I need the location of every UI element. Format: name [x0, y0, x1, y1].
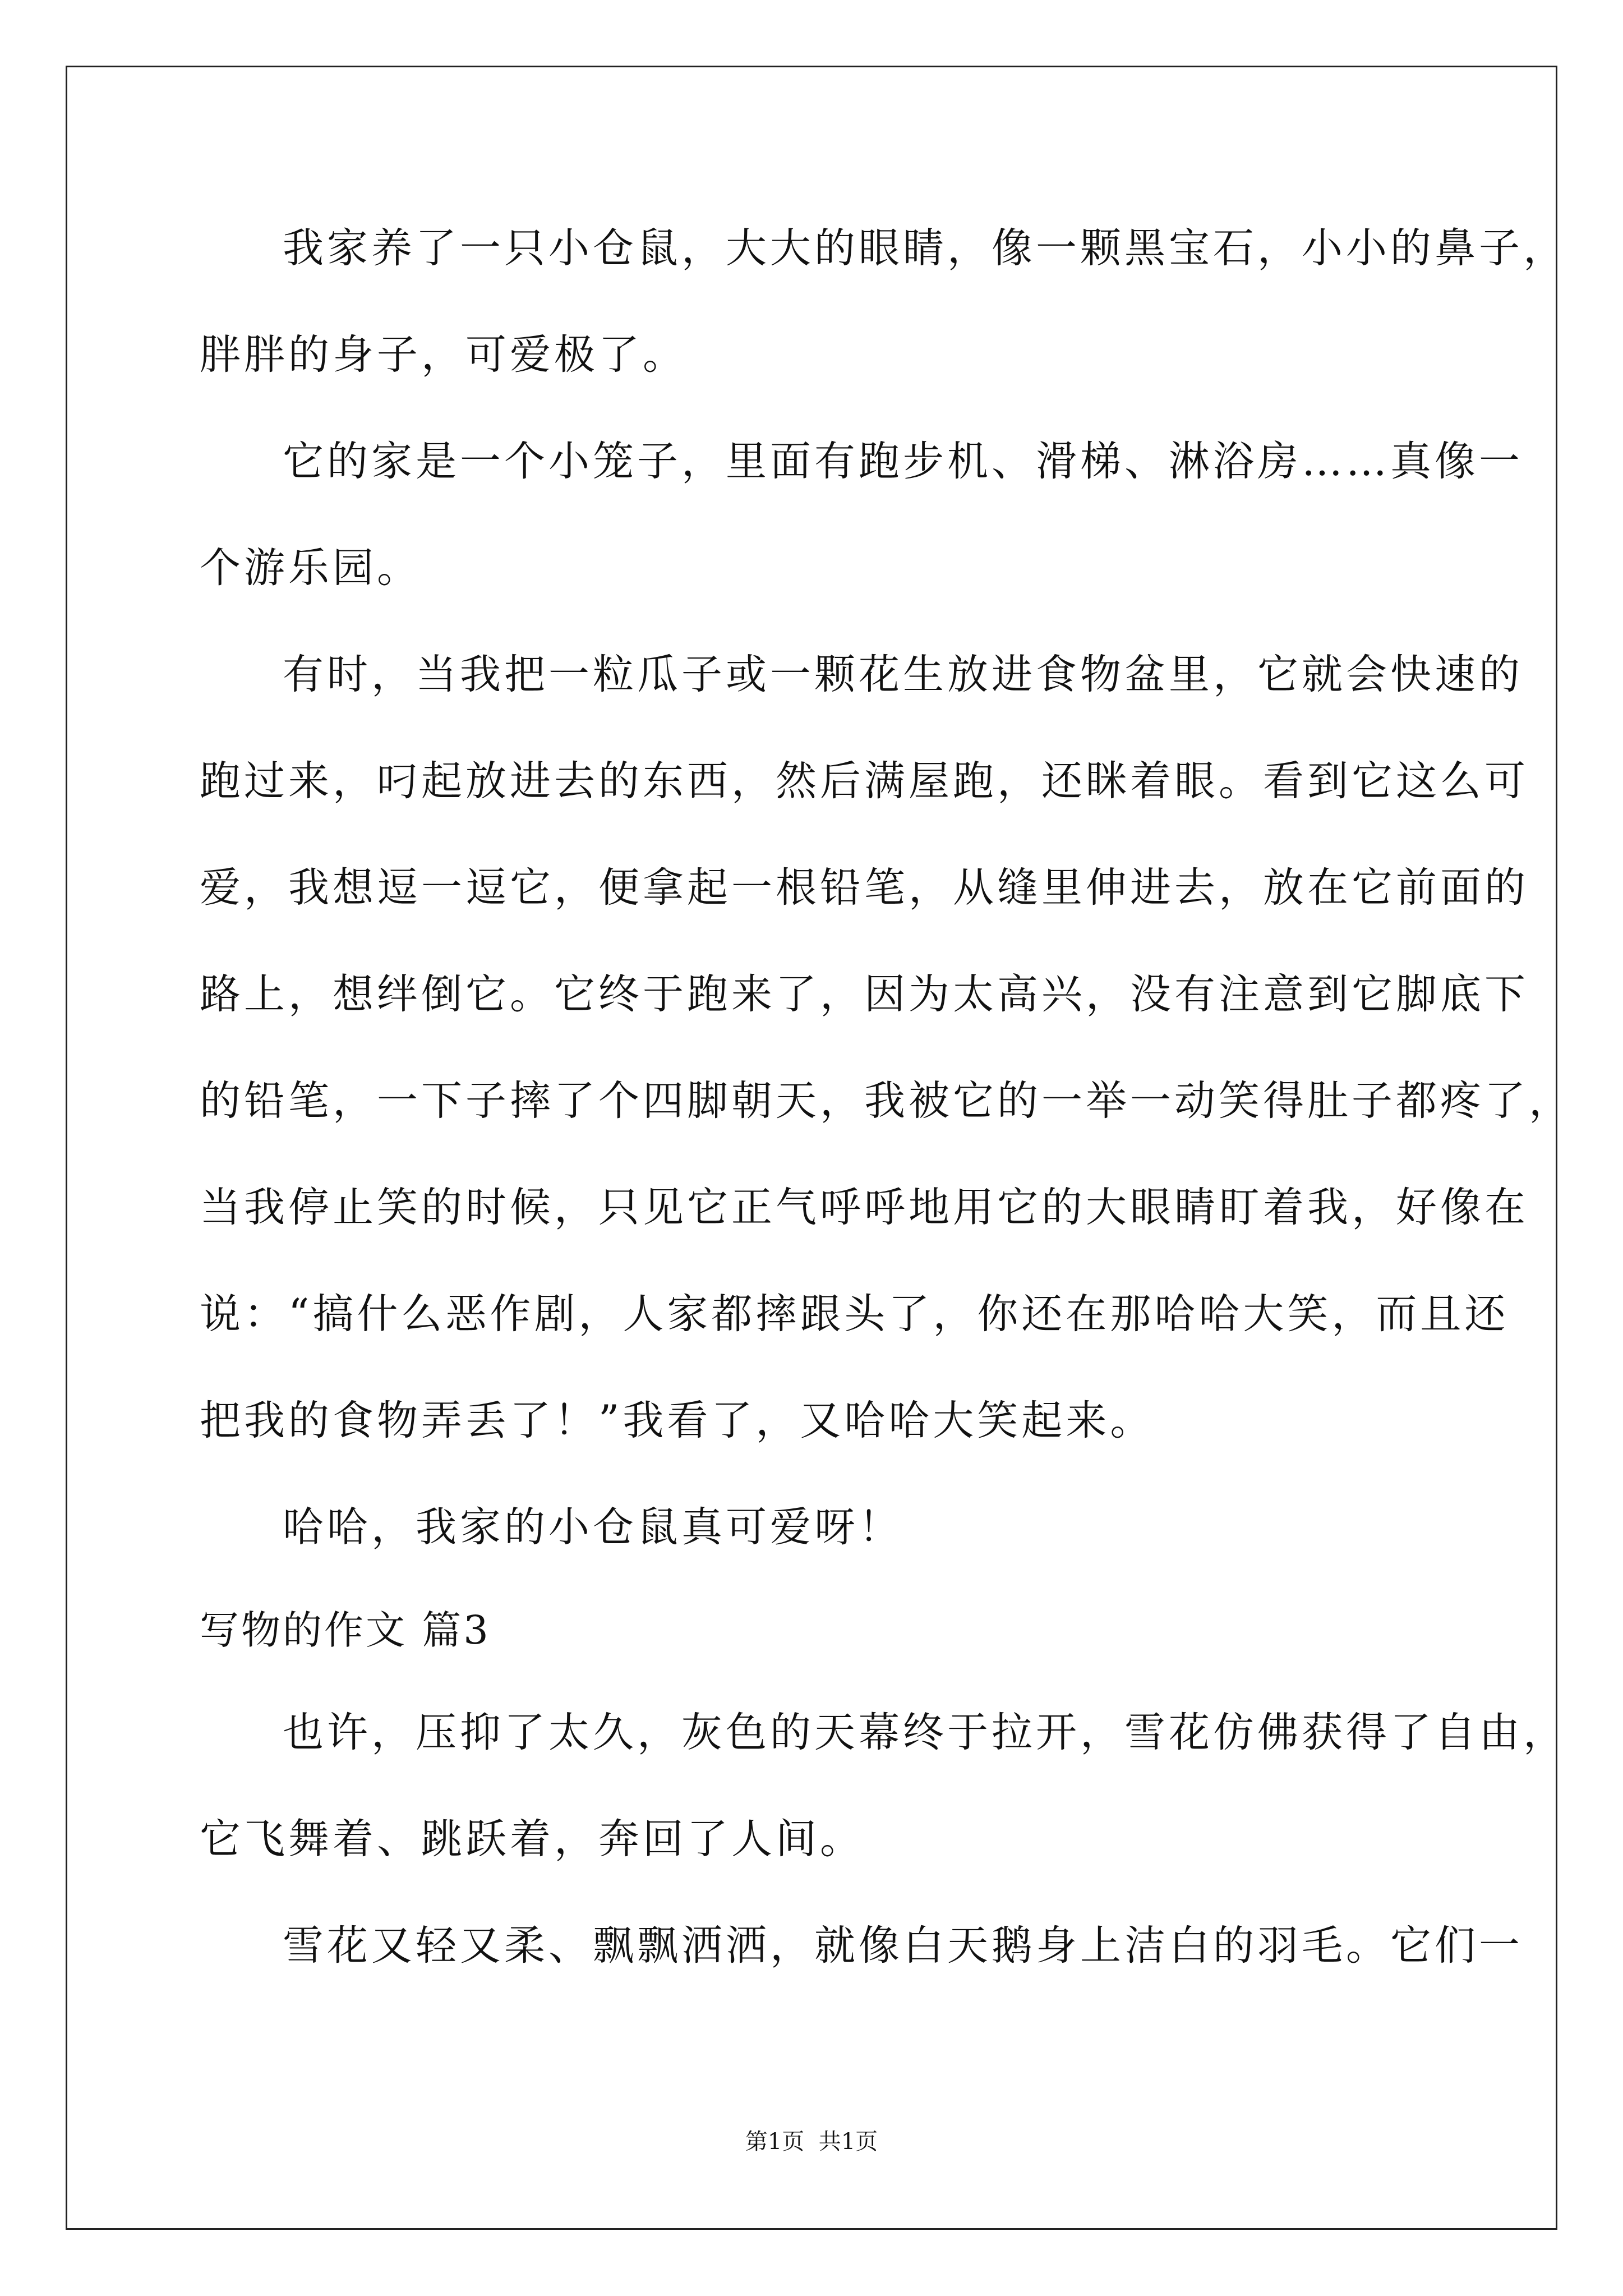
text-line: 跑过来，叼起放进去的东西，然后满屋跑，还眯着眼。看到它这么可 [200, 757, 1529, 805]
text-line: 它的家是一个小笼子，里面有跑步机、滑梯、淋浴房……真像一 [283, 438, 1523, 485]
text-line: 的铅笔，一下子摔了个四脚朝天，我被它的一举一动笑得肚子都疼了， [200, 1077, 1573, 1125]
text-line: 个游乐园。 [200, 544, 421, 592]
text-line: 有时，当我把一粒瓜子或一颗花生放进食物盆里，它就会快速的 [283, 651, 1523, 698]
text-line: 也许，压抑了太久，灰色的天幕终于拉开，雪花仿佛获得了自由， [283, 1709, 1567, 1756]
text-line: 雪花又轻又柔、飘飘洒洒，就像白天鹅身上洁白的羽毛。它们一 [283, 1922, 1523, 1970]
text-line: 爱，我想逗一逗它，便拿起一根铅笔，从缝里伸进去，放在它前面的 [200, 864, 1529, 912]
section-heading: 写物的作文 篇3 [200, 1607, 491, 1653]
page-border [66, 66, 1557, 2230]
text-line: 说：“搞什么恶作剧，人家都摔跟头了，你还在那哈哈大笑，而且还 [200, 1290, 1509, 1338]
text-line: 胖胖的身子，可爱极了。 [200, 331, 687, 379]
text-line: 它飞舞着、跳跃着，奔回了人间。 [200, 1815, 864, 1863]
text-line: 哈哈，我家的小仓鼠真可爱呀！ [283, 1503, 903, 1551]
page-footer: 第1页 共1页 [745, 2129, 878, 2155]
text-line: 我家养了一只小仓鼠，大大的眼睛，像一颗黑宝石，小小的鼻子， [283, 224, 1567, 272]
text-line: 路上，想绊倒它。它终于跑来了，因为太高兴，没有注意到它脚底下 [200, 970, 1529, 1018]
text-line: 当我停止笑的时候，只见它正气呼呼地用它的大眼睛盯着我，好像在 [200, 1184, 1529, 1231]
text-line: 把我的食物弄丢了！”我看了，又哈哈大笑起来。 [200, 1397, 1155, 1444]
